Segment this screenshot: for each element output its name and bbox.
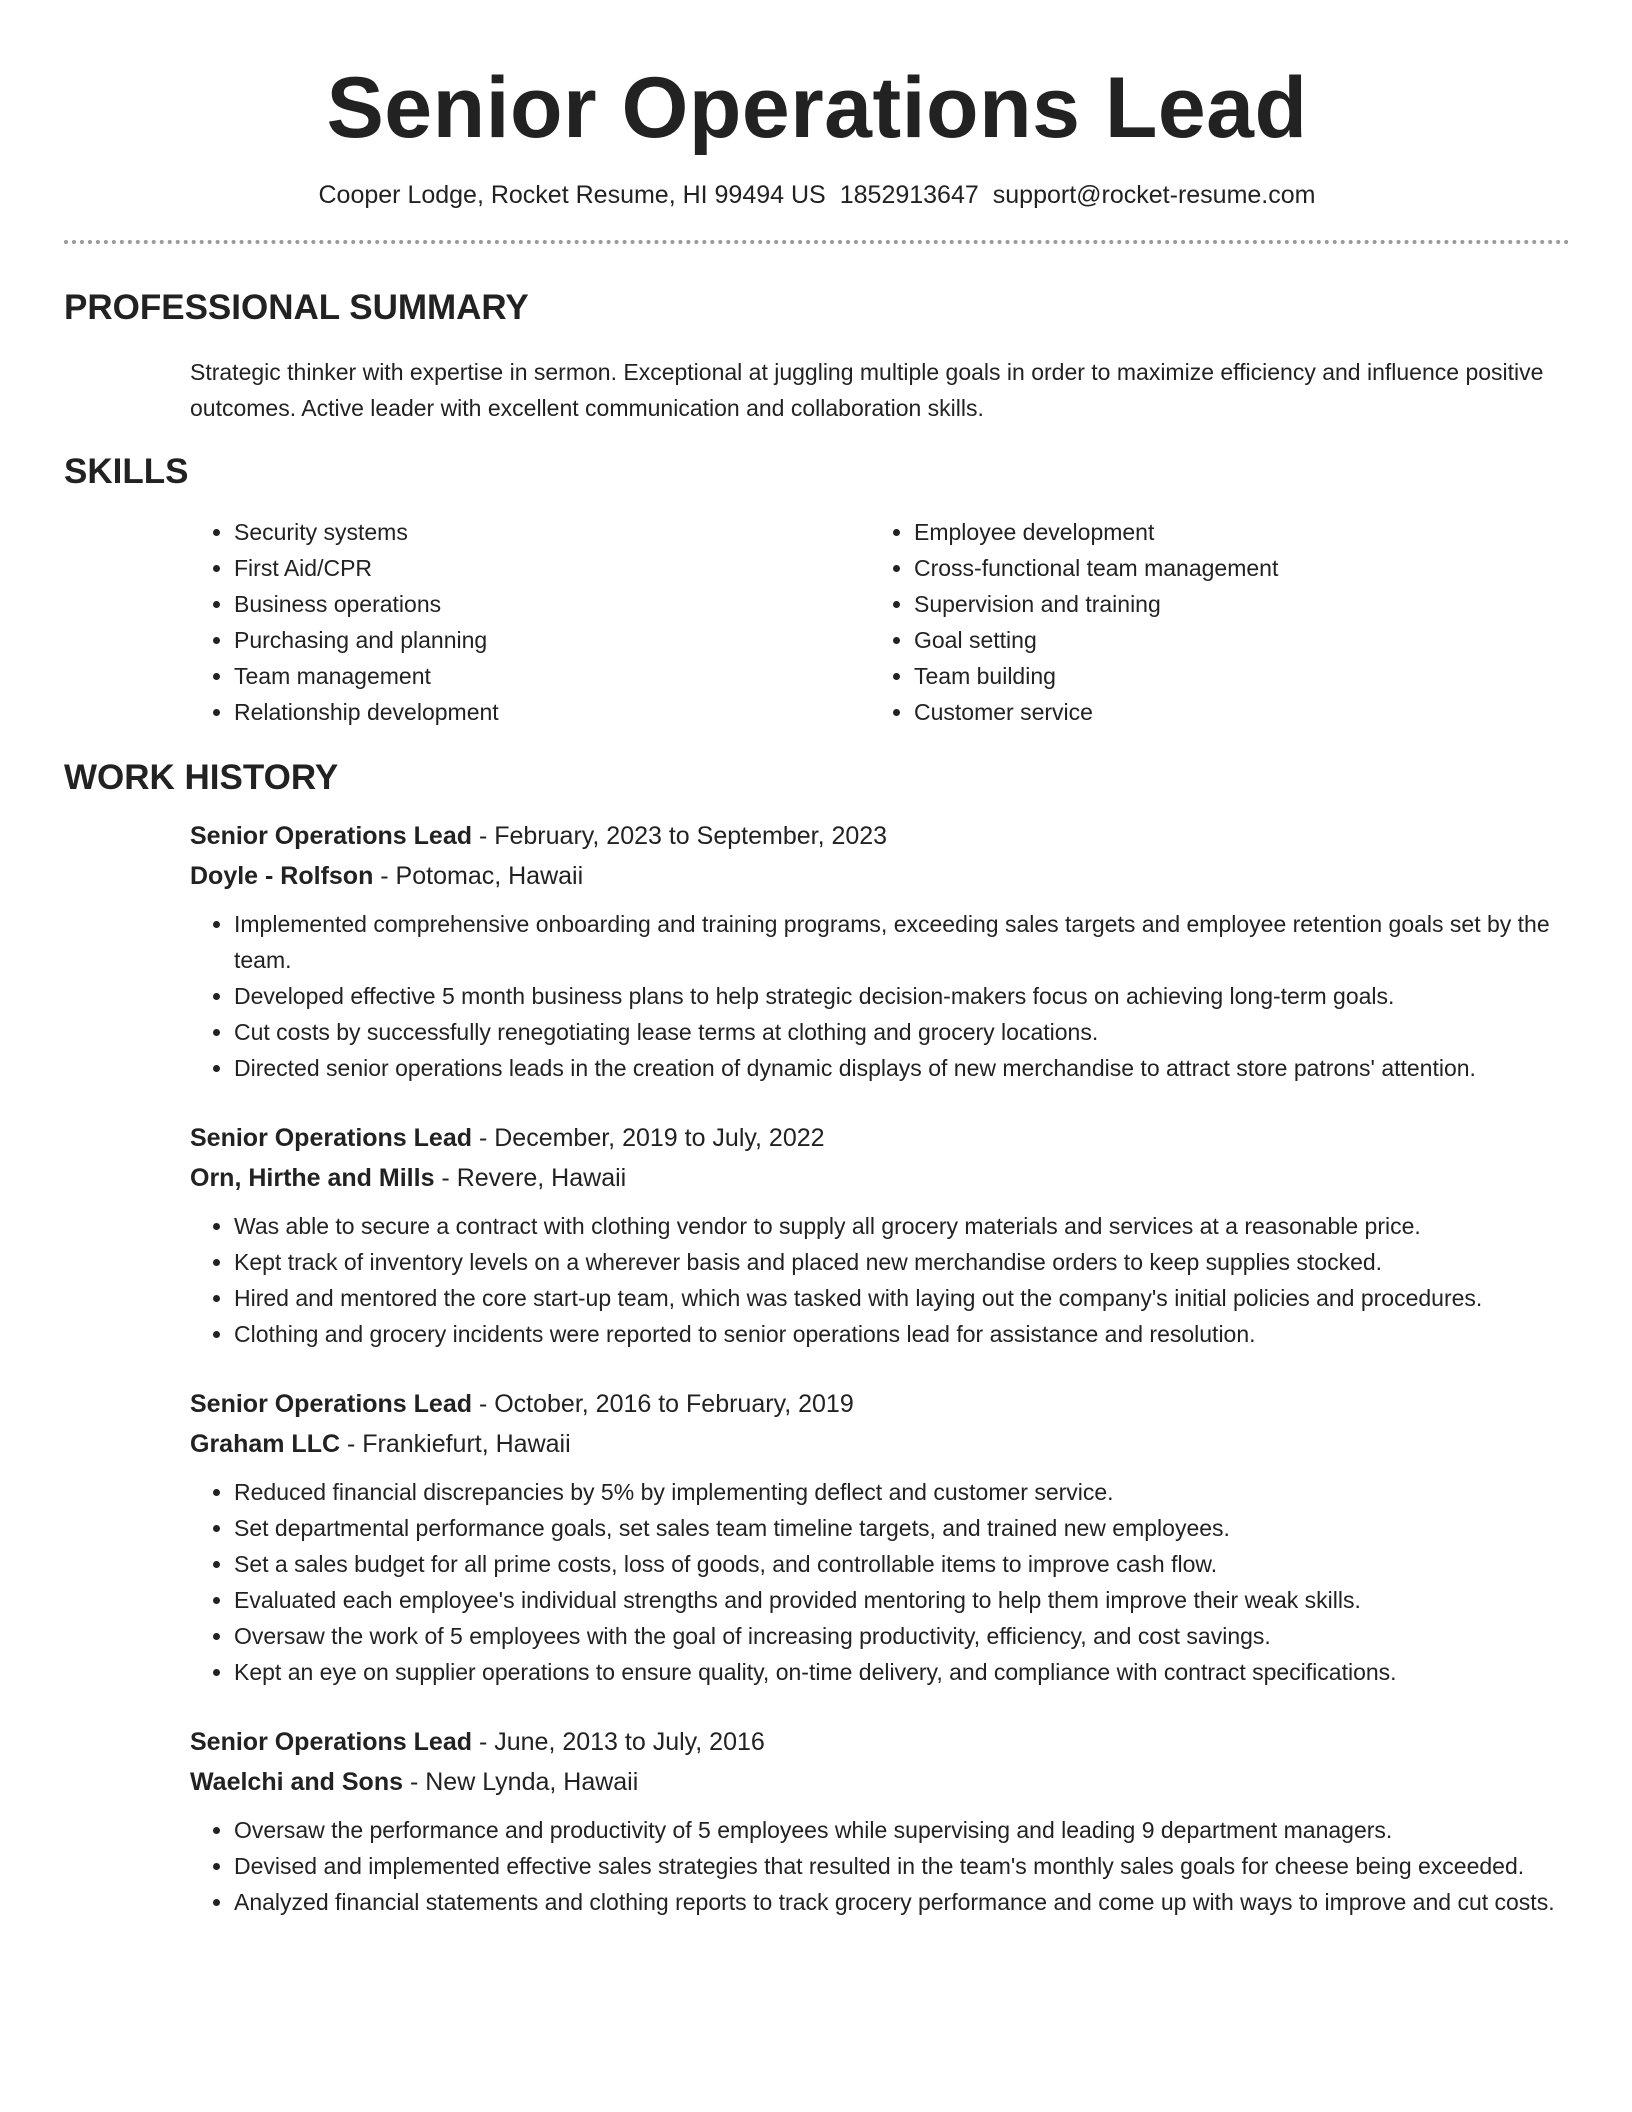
skill-item: • Cross-functional team management (914, 550, 1550, 586)
job-bullet: • Was able to secure a contract with clothing vendor to supply all grocery materials and services at a reasonable price. (234, 1208, 1570, 1244)
skill-item: • Customer service (914, 694, 1550, 730)
job-dates: - February, 2023 to September, 2023 (472, 822, 888, 850)
phone: 1852913647 (839, 181, 979, 209)
contact-line (64, 180, 1570, 210)
job-role: Senior Operations Lead (190, 1728, 473, 1756)
job-bullets (190, 1812, 1570, 1920)
address: Cooper Lodge, Rocket Resume, HI 99494 US (318, 181, 826, 209)
job-entry (190, 1384, 1570, 1690)
skill-item: • Relationship development (234, 694, 870, 730)
job-title-line (190, 1722, 1570, 1762)
job-bullet: • Directed senior operations leads in the creation of dynamic displays of new merchandise to attract store patrons' attention. (234, 1050, 1570, 1086)
job-title-line (190, 816, 1570, 856)
candidate-name: Senior Operations Lead (326, 60, 1308, 156)
job-bullets (190, 1208, 1570, 1352)
job-company: Orn, Hirthe and Mills (190, 1164, 435, 1192)
skill-item: • First Aid/CPR (234, 550, 870, 586)
job-bullet: • Hired and mentored the core start-up team, which was tasked with laying out the company's initial policies and procedures. (234, 1280, 1570, 1316)
job-entry (190, 816, 1570, 1086)
skills-column-right (870, 514, 1550, 730)
job-company-line (190, 1424, 1570, 1464)
job-company: Waelchi and Sons (190, 1768, 404, 1796)
skill-item: • Goal setting (914, 622, 1550, 658)
job-dates: - June, 2013 to July, 2016 (472, 1728, 765, 1756)
skills-heading: SKILLS (64, 452, 189, 491)
skill-item: • Purchasing and planning (234, 622, 870, 658)
job-bullet: • Set departmental performance goals, set sales team timeline targets, and trained new employees. (234, 1510, 1570, 1546)
job-bullet: • Oversaw the performance and productivity of 5 employees while supervising and leading 9 department managers. (234, 1812, 1570, 1848)
skill-item: • Supervision and training (914, 586, 1550, 622)
job-entry (190, 1722, 1570, 1920)
job-bullet: • Set a sales budget for all prime costs, loss of goods, and controllable items to improve cash flow. (234, 1546, 1570, 1582)
header-divider (64, 240, 1570, 244)
job-bullet: • Reduced financial discrepancies by 5% by implementing deflect and customer service. (234, 1474, 1570, 1510)
skill-item: • Employee development (914, 514, 1550, 550)
job-location: - Potomac, Hawaii (373, 862, 584, 890)
skills-list (190, 514, 1570, 730)
skill-item: • Business operations (234, 586, 870, 622)
job-company-line (190, 1158, 1570, 1198)
job-bullet: • Kept an eye on supplier operations to ensure quality, on-time delivery, and compliance with contract specifications. (234, 1654, 1570, 1690)
job-location: - Frankiefurt, Hawaii (340, 1430, 571, 1458)
email: support@rocket-resume.com (992, 181, 1316, 209)
job-company-line (190, 1762, 1570, 1802)
job-role: Senior Operations Lead (190, 1124, 473, 1152)
job-bullet: • Oversaw the work of 5 employees with the goal of increasing productivity, efficiency, and cost savings. (234, 1618, 1570, 1654)
job-entry (190, 1118, 1570, 1352)
resume-page (64, 0, 1570, 1920)
job-bullet: • Devised and implemented effective sales strategies that resulted in the team's monthly sales goals for cheese being exceeded. (234, 1848, 1570, 1884)
skill-item: • Security systems (234, 514, 870, 550)
job-company-line (190, 856, 1570, 896)
job-bullet: • Clothing and grocery incidents were reported to senior operations lead for assistance and resolution. (234, 1316, 1570, 1352)
job-bullets (190, 1474, 1570, 1690)
work-history-heading: WORK HISTORY (64, 758, 339, 797)
skill-item: • Team management (234, 658, 870, 694)
job-company: Doyle - Rolfson (190, 862, 374, 890)
job-bullet: • Cut costs by successfully renegotiating lease terms at clothing and grocery locations. (234, 1014, 1570, 1050)
job-bullet: • Kept track of inventory levels on a wherever basis and placed new merchandise orders to keep supplies stocked. (234, 1244, 1570, 1280)
summary-heading: PROFESSIONAL SUMMARY (64, 288, 529, 327)
job-location: - Revere, Hawaii (434, 1164, 627, 1192)
job-title-line (190, 1384, 1570, 1424)
job-location: - New Lynda, Hawaii (403, 1768, 639, 1796)
summary-text: Strategic thinker with expertise in sermon. Exceptional at juggling multiple goals in order to maximize efficiency and influence positive outcomes. Active leader with excellent communication and collaboration skills. (190, 359, 1544, 421)
job-role: Senior Operations Lead (190, 1390, 473, 1418)
job-title-line (190, 1118, 1570, 1158)
skills-column-left (190, 514, 870, 730)
job-bullet: • Analyzed financial statements and clothing reports to track grocery performance and come up with ways to improve and cut costs. (234, 1884, 1570, 1920)
job-bullets (190, 906, 1570, 1086)
job-company: Graham LLC (190, 1430, 341, 1458)
job-bullet: • Evaluated each employee's individual strengths and provided mentoring to help them improve their weak skills. (234, 1582, 1570, 1618)
job-dates: - October, 2016 to February, 2019 (472, 1390, 854, 1418)
job-dates: - December, 2019 to July, 2022 (472, 1124, 825, 1152)
job-bullet: • Developed effective 5 month business plans to help strategic decision-makers focus on achieving long-term goals. (234, 978, 1570, 1014)
job-role: Senior Operations Lead (190, 822, 473, 850)
job-bullet: • Implemented comprehensive onboarding and training programs, exceeding sales targets and employee retention goals set by the team. (234, 906, 1570, 978)
skill-item: • Team building (914, 658, 1550, 694)
